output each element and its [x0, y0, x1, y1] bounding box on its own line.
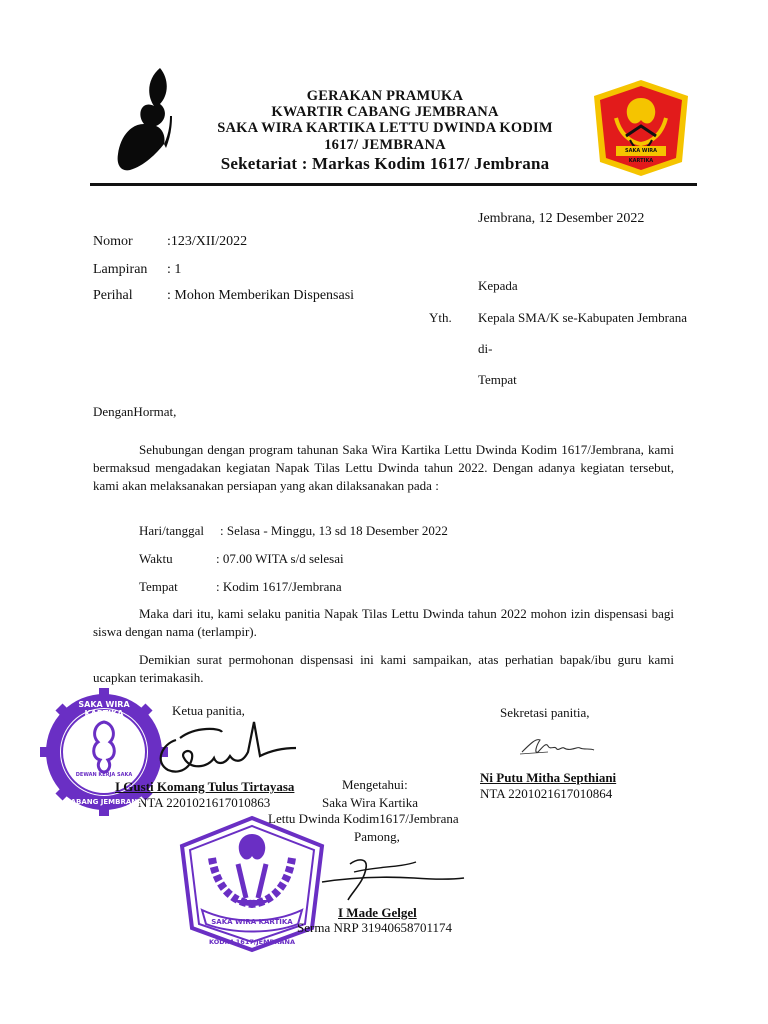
saka-wira-kartika-emblem-icon	[586, 78, 696, 178]
hari-label: Hari/tanggal	[139, 523, 204, 538]
pamong-name: I Made Gelgel	[338, 905, 417, 920]
lampiran-label: Lampiran	[93, 262, 148, 277]
stamp1-mid-text: DEWAN KERJA SAKA	[75, 772, 133, 778]
mengetahui-role: Pamong,	[354, 829, 400, 844]
hari-value: : Selasa - Minggu, 13 sd 18 Desember 2022	[220, 523, 448, 538]
sekretaris-signature	[518, 734, 598, 760]
tunas-kelapa-logo-icon	[108, 66, 188, 176]
paragraph-closing: Demikian surat permohonan dispensasi ini kami sampaikan, atas perhatian bapak/ibu guru kami ucapkan terimakasih.	[93, 652, 674, 685]
mengetahui-label: Mengetahui:	[342, 777, 408, 792]
recipient-tempat: Tempat	[478, 372, 517, 387]
tempat-label: Tempat	[139, 579, 178, 594]
recipient-name: Kepala SMA/K se-Kabupaten Jembrana	[478, 310, 688, 325]
pamong-nrp: Serma NRP 31940658701174	[297, 920, 453, 935]
header-line-4: 1617/ JEMBRANA	[324, 137, 446, 153]
recipient-di: di-	[478, 341, 493, 356]
stamp1-top-text: SAKA WIRA KARTIKA	[78, 700, 130, 718]
mengetahui-org: Saka Wira Kartika	[322, 795, 418, 810]
header-line-3: SAKA WIRA KARTIKA LETTU DWINDA KODIM	[217, 120, 553, 136]
sekretaris-name: Ni Putu Mitha Septhiani	[480, 770, 617, 785]
ketua-title: Ketua panitia,	[172, 703, 245, 718]
sekretaris-title: Sekretasi panitia,	[500, 705, 590, 720]
header-line-2: KWARTIR CABANG JEMBRANA	[271, 104, 499, 120]
sekretaris-nta: NTA 2201021617010864	[480, 786, 613, 801]
perihal-value: : Mohon Memberikan Dispensasi	[167, 288, 355, 303]
ketua-nta: NTA 2201021617010863	[138, 795, 271, 810]
paragraph-dispensation: Maka dari itu, kami selaku panitia Napak Tilas Lettu Dwinda tahun 2022 mohon izin dispensasi bagi siswa dengan nama (terlampir).	[93, 606, 674, 639]
header-secretariat: Seketariat : Markas Kodim 1617/ Jembrana	[220, 154, 550, 173]
letter-date: Jembrana, 12 Desember 2022	[478, 211, 645, 226]
kepada-label: Kepada	[478, 278, 518, 293]
tempat-value: : Kodim 1617/Jembrana	[216, 579, 342, 594]
pamong-signature	[318, 848, 468, 908]
nomor-label: Nomor	[93, 234, 133, 249]
waktu-label: Waktu	[139, 551, 173, 566]
mengetahui-unit: Lettu Dwinda Kodim1617/Jembrana	[268, 811, 459, 826]
ketua-signature	[150, 718, 300, 780]
lampiran-value: : 1	[167, 262, 182, 277]
stamp1-bottom-text: CABANG JEMBRANA	[65, 798, 143, 806]
yth-label: Yth.	[429, 310, 452, 325]
paragraph-intro: Sehubungan dengan program tahunan Saka Wira Kartika Lettu Dwinda Kodim 1617/Jembrana, kami bermaksud mengadakan kegiatan Napak Tilas Lettu Dwinda tahun 2022. Dengan adanya kegiatan tersebut, kami akan melaksanakan persiapan yang akan dilaksanakan pada :	[93, 442, 674, 493]
stamp2-bottom-text: KODIM 1617/JEMBRANA	[208, 938, 296, 946]
header-divider	[90, 183, 697, 186]
nomor-value: :123/XII/2022	[167, 234, 248, 249]
emblem-text: SAKA WIRA KARTIKA	[624, 148, 658, 164]
perihal-label: Perihal	[93, 288, 133, 303]
stamp2-ribbon-text: SAKA WIRA KARTIKA	[211, 918, 293, 926]
header-line-1: GERAKAN PRAMUKA	[306, 88, 464, 104]
salutation: DenganHormat,	[93, 404, 177, 419]
waktu-value: : 07.00 WITA s/d selesai	[216, 551, 344, 566]
ketua-name: I Gusti Komang Tulus Tirtayasa	[115, 779, 295, 794]
